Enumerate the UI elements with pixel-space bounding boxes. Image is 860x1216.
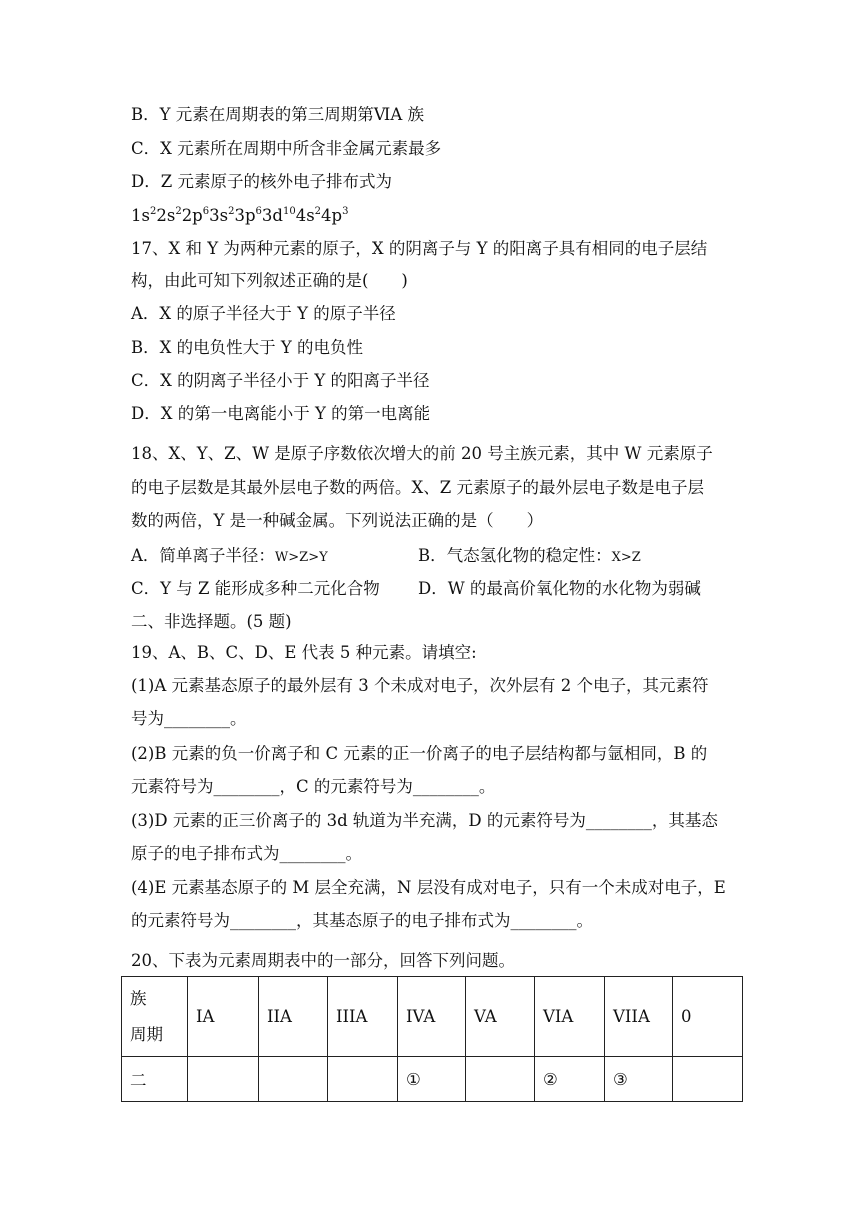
q18-stem-line3: 数的两倍，Y 是一种碱金属。下列说法正确的是（ ）: [131, 511, 544, 530]
config-sup: 2: [175, 206, 182, 217]
header-cell: VIIA: [605, 977, 673, 1057]
config-sup: 10: [282, 206, 296, 217]
periodic-table: [121, 976, 743, 1102]
q18-option-c[interactable]: C．Y 与 Z 能形成多种二元化合物: [131, 579, 380, 598]
config-sup: 6: [202, 206, 210, 217]
q17-stem-line2: 构，由此可知下列叙述正确的是( ): [131, 271, 408, 290]
q18-option-b-label: B．气态氢化物的稳定性：: [418, 546, 612, 565]
period-cell: 二: [122, 1057, 188, 1102]
table-cell: ③: [605, 1057, 673, 1102]
q19-stem: 19、A、B、C、D、E 代表 5 种元素。请填空:: [131, 643, 477, 662]
table-cell: [188, 1057, 259, 1102]
table-corner-cell: [122, 977, 188, 1057]
header-cell: IIA: [259, 977, 328, 1057]
q16-option-b[interactable]: B．Y 元素在周期表的第三周期第ⅥA 族: [131, 105, 425, 124]
q17-option-c[interactable]: C．X 的阴离子半径小于 Y 的阳离子半径: [131, 371, 430, 390]
config-sup: 3: [342, 206, 349, 217]
table-cell: ②: [535, 1057, 605, 1102]
q18-option-b[interactable]: [418, 545, 641, 569]
config-sup: 2: [149, 206, 157, 217]
q18-stem-line2: 的电子层数是其最外层电子数的两倍。X、Z 元素原子的最外层电子数是电子层: [131, 478, 704, 497]
config-part: 1s: [131, 206, 150, 225]
config-sup: 2: [228, 206, 235, 217]
q19-part1-line1: (1)A 元素基态原子的最外层有 3 个未成对电子，次外层有 2 个电子，其元素符: [131, 676, 709, 695]
q16-option-c[interactable]: C．X 元素所在周期中所含非金属元素最多: [131, 139, 442, 158]
q17-option-b[interactable]: B．X 的电负性大于 Y 的电负性: [131, 338, 363, 357]
q17-option-d[interactable]: D．X 的第一电离能小于 Y 的第一电离能: [131, 404, 431, 423]
config-part: 3s: [209, 206, 229, 225]
table-row: [122, 1057, 743, 1102]
q19-part4-line2: 的元素符号为________，其基态原子的电子排布式为________。: [131, 911, 593, 930]
q16-option-d[interactable]: D．Z 元素原子的核外电子排布式为: [131, 172, 392, 191]
q19-part2-line1: (2)B 元素的负一价离子和 C 元素的正一价离子的电子层结构都与氩相同，B 的: [131, 744, 708, 763]
q18-option-b-value: X>Z: [611, 550, 641, 565]
q18-option-a[interactable]: [131, 545, 328, 569]
config-part: 3p: [234, 206, 256, 225]
q18-option-a-label: A．简单离子半径：: [131, 546, 275, 565]
config-sup: 2: [314, 206, 322, 217]
table-cell: [466, 1057, 535, 1102]
header-cell: IIIA: [328, 977, 398, 1057]
config-part: 4p: [321, 206, 343, 225]
section-heading: 二、非选择题。(5 题): [131, 612, 292, 631]
q20-stem: 20、下表为元素周期表中的一部分，回答下列问题。: [131, 951, 515, 970]
q17-option-a[interactable]: A．X 的原子半径大于 Y 的原子半径: [131, 304, 396, 323]
q18-option-d[interactable]: D．W 的最高价氧化物的水化物为弱碱: [418, 579, 701, 598]
q18-option-a-value: W>Z>Y: [274, 550, 328, 565]
header-cell: IA: [188, 977, 259, 1057]
corner-label-group: 族: [130, 988, 147, 1008]
config-sup: 6: [255, 206, 262, 217]
q19-part3-line2: 原子的电子排布式为________。: [131, 844, 362, 863]
corner-label-period: 周期: [130, 1024, 163, 1044]
header-cell: IVA: [398, 977, 466, 1057]
table-cell: ①: [398, 1057, 466, 1102]
q19-part3-line1: (3)D 元素的正三价离子的 3d 轨道为半充满，D 的元素符号为________，其基态: [131, 811, 718, 830]
header-cell: VIA: [535, 977, 605, 1057]
config-part: 3d: [261, 206, 283, 225]
q18-stem-line1: 18、X、Y、Z、W 是原子序数依次增大的前 20 号主族元素，其中 W 元素原子: [131, 444, 713, 463]
header-cell: VA: [466, 977, 535, 1057]
config-part: 4s: [295, 206, 315, 225]
table-header-row: [122, 977, 743, 1057]
config-part: 2s: [156, 206, 176, 225]
q17-stem-line1: 17、X 和 Y 为两种元素的原子，X 的阴离子与 Y 的阳离子具有相同的电子层结: [131, 239, 708, 258]
table-cell: [673, 1057, 743, 1102]
config-part: 2p: [181, 206, 203, 225]
q19-part2-line2: 元素符号为________，C 的元素符号为________。: [131, 777, 496, 796]
table-cell: [328, 1057, 398, 1102]
table-cell: [259, 1057, 328, 1102]
electron-configuration: [131, 205, 348, 227]
q19-part1-line2: 号为________。: [131, 709, 247, 728]
header-cell: 0: [673, 977, 743, 1057]
q19-part4-line1: (4)E 元素基态原子的 M 层全充满，N 层没有成对电子，只有一个未成对电子，E: [131, 878, 726, 897]
